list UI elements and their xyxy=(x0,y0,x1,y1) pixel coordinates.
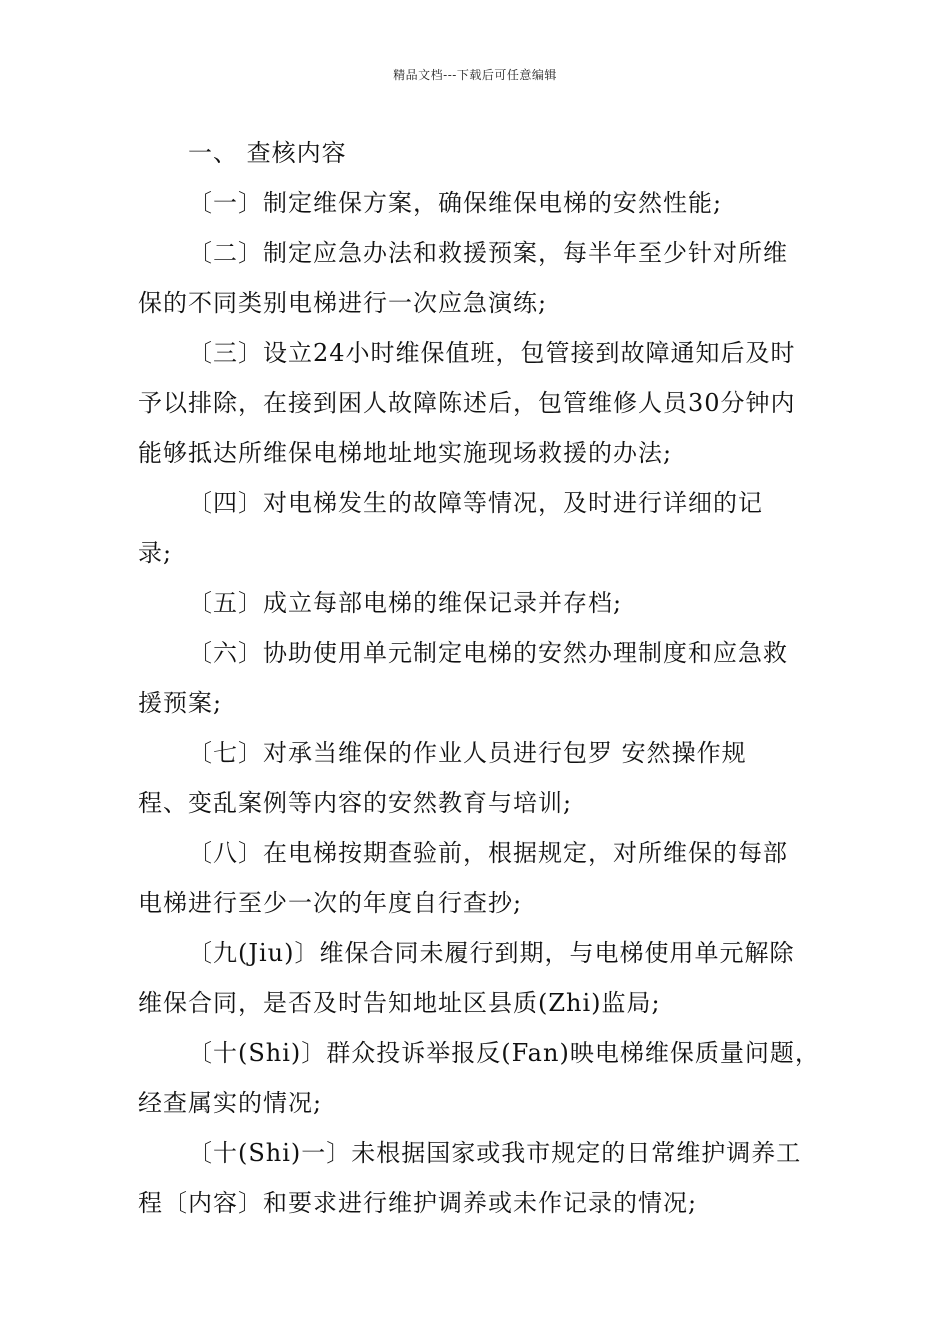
text-line: 予以排除，在接到困人故障陈述后，包管维修人员30分钟内 xyxy=(138,389,796,417)
text-line: 〔七〕对承当维保的作业人员进行包罗 安然操作规 xyxy=(188,739,747,767)
text-line: 维保合同，是否及时告知地址区县质(Zhi)监局; xyxy=(138,989,661,1017)
text-line: 〔三〕设立24小时维保值班，包管接到故障通知后及时 xyxy=(188,339,796,367)
text-line: 〔二〕制定应急办法和救援预案，每半年至少针对所维 xyxy=(188,239,788,267)
text-line: 〔四〕对电梯发生的故障等情况，及时进行详细的记 xyxy=(188,489,763,517)
section-heading: 一、 查核内容 xyxy=(188,139,347,167)
text-line: 程〔内容〕和要求进行维护调养或未作记录的情况; xyxy=(138,1189,698,1217)
text-line: 电梯进行至少一次的年度自行查抄; xyxy=(138,889,523,917)
text-line: 〔五〕成立每部电梯的维保记录并存档; xyxy=(188,589,623,617)
document-body xyxy=(138,128,820,1228)
text-line: 〔十(Shi)〕群众投诉举报反(Fan)映电梯维保质量问题， xyxy=(188,1039,820,1067)
text-line: 保的不同类别电梯进行一次应急演练; xyxy=(138,289,548,317)
text-line: 录; xyxy=(138,539,173,567)
text-line: 〔九(Jiu)〕维保合同未履行到期，与电梯使用单元解除 xyxy=(188,939,795,967)
text-line: 〔十(Shi)一〕未根据国家或我市规定的日常维护调养工 xyxy=(188,1139,802,1167)
text-line: 〔八〕在电梯按期查验前，根据规定，对所维保的每部 xyxy=(188,839,788,867)
text-line: 能够抵达所维保电梯地址地实施现场救援的办法; xyxy=(138,439,673,467)
text-line: 〔一〕制定维保方案，确保维保电梯的安然性能; xyxy=(188,189,723,217)
text-line: 程、变乱案例等内容的安然教育与培训; xyxy=(138,789,573,817)
text-line: 〔六〕协助使用单元制定电梯的安然办理制度和应急救 xyxy=(188,639,788,667)
text-line: 援预案; xyxy=(138,689,223,717)
text-line: 经查属实的情况; xyxy=(138,1089,323,1117)
page-header: 精品文档---下载后可任意编辑 xyxy=(393,68,557,82)
